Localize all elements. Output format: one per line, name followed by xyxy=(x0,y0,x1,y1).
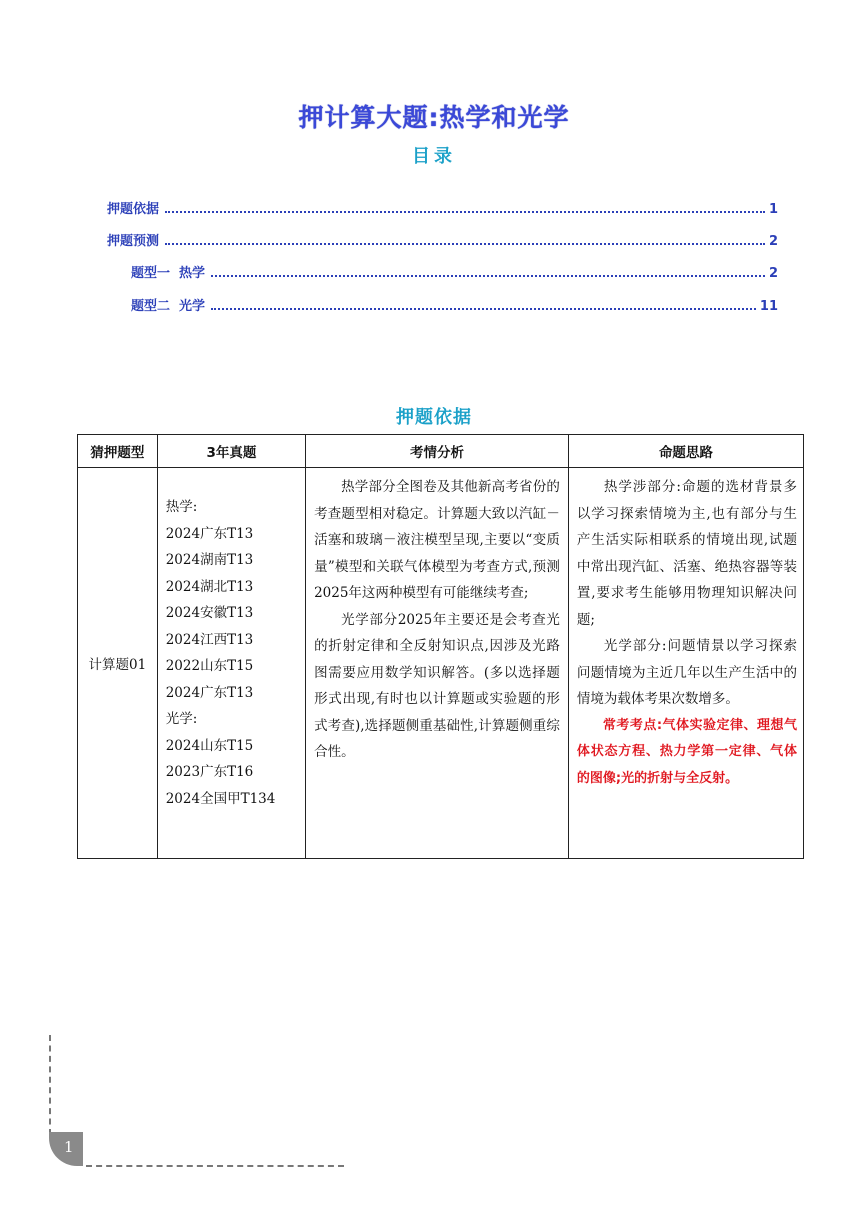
exam-item: 光学: xyxy=(165,711,198,727)
exam-item: 2024江西T13 xyxy=(165,631,254,648)
prediction-table xyxy=(77,434,804,859)
thinking-paragraph: 光学部分:问题情景以学习探索问题情境为主近几年以生产生活中的情境为载体考果次数增多。 xyxy=(576,638,797,707)
toc-leader xyxy=(211,308,756,310)
page-number: 1 xyxy=(64,1138,74,1156)
exam-item: 2022山东T15 xyxy=(165,658,254,674)
footer-vertical-rule xyxy=(49,1035,51,1135)
toc-entry[interactable] xyxy=(107,231,778,249)
table-row xyxy=(78,468,804,859)
document-title: 押计算大题:热学和光学 xyxy=(298,103,570,132)
column-header: 考情分析 xyxy=(306,435,569,468)
exam-item: 2024安徽T13 xyxy=(165,605,254,621)
toc-leader xyxy=(211,275,765,277)
thinking-paragraph: 热学涉部分:命题的选材背景多以学习探索情境为主,也有部分与生产生活实际相联系的情境出现,试题中常出现汽缸、活塞、绝热容器等装置,要求考生能够用物理知识解决问题; xyxy=(576,479,797,628)
footer-horizontal-rule xyxy=(86,1165,344,1167)
toc-entry-page: 11 xyxy=(759,299,778,314)
table-header-row xyxy=(78,435,804,468)
exam-item: 2024广东T13 xyxy=(165,525,254,542)
thinking-cell xyxy=(568,468,803,859)
toc-entry-label: 题型一 热学 xyxy=(131,266,206,281)
exam-item: 热学: xyxy=(165,499,198,515)
exam-item: 2024广东T13 xyxy=(165,684,254,701)
key-points: 常考考点:气体实验定律、理想气体状态方程、热力学第一定律、气体的图像;光的折射与全反射。 xyxy=(576,717,797,786)
analysis-cell xyxy=(306,468,569,859)
exam-list-cell xyxy=(157,468,305,859)
column-header: 3年真题 xyxy=(157,435,305,468)
toc-entry-page: 1 xyxy=(768,202,778,217)
toc-entry-page: 2 xyxy=(768,234,778,249)
exam-item: 2023广东T16 xyxy=(165,764,254,780)
column-header: 命题思路 xyxy=(568,435,803,468)
toc-entry[interactable] xyxy=(107,199,778,217)
question-type-cell: 计算题01 xyxy=(78,468,158,859)
toc-entry-label: 押题依据 xyxy=(107,202,160,217)
column-header: 猜押题型 xyxy=(78,435,158,468)
toc-leader xyxy=(165,211,765,213)
toc-entry-label: 题型二 光学 xyxy=(131,299,206,314)
section-title: 押题依据 xyxy=(396,407,472,428)
analysis-paragraph: 热学部分全图卷及其他新高考省份的考查题型相对稳定。计算题大致以汽缸－活塞和玻璃－液注模型呈现,主要以“变质量”模型和关联气体模型为考查方式,预测2025年这两种模型有可能继续考查; xyxy=(314,479,560,601)
exam-item: 2024全国甲T134 xyxy=(165,790,276,807)
toc-entry[interactable] xyxy=(131,296,778,314)
analysis-paragraph: 光学部分2025年主要还是会考查光的折射定律和全反射知识点,因涉及光路图需要应用数学知识解答。(多以选择题形式出现,有时也以计算题或实验题的形式考查),选择题侧重基础性,计算题侧重综合性。 xyxy=(314,611,560,760)
toc-heading: 目录 xyxy=(412,146,456,167)
toc-entry-page: 2 xyxy=(768,266,778,281)
toc-entry[interactable] xyxy=(131,263,778,281)
toc-leader xyxy=(165,243,765,245)
exam-item: 2024湖北T13 xyxy=(165,578,254,595)
exam-item: 2024湖南T13 xyxy=(165,552,254,568)
exam-item: 2024山东T15 xyxy=(165,737,254,754)
toc-entry-label: 押题预测 xyxy=(107,234,160,249)
